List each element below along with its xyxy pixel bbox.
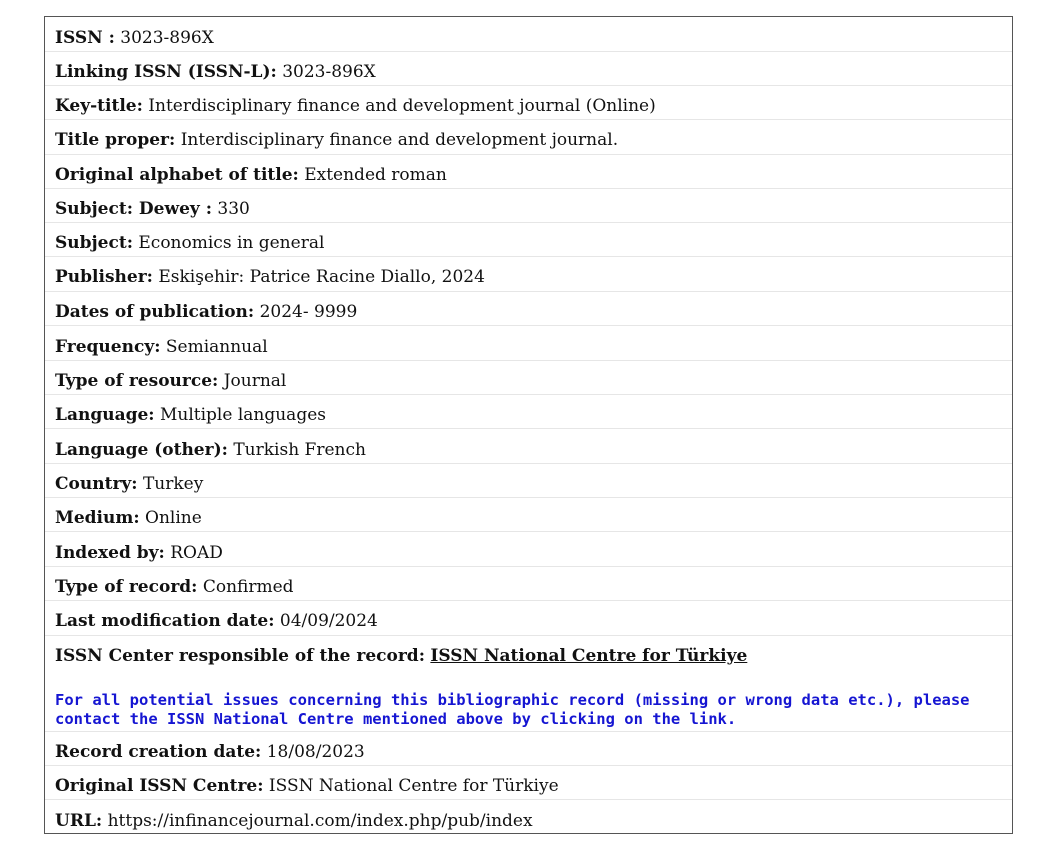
field-value: 2024- 9999 [259,302,358,322]
field-value: Journal [223,371,287,391]
field-value: Multiple languages [159,405,326,425]
field-issn [55,28,1002,48]
row-divider [45,394,1012,395]
field-label: Linking ISSN (ISSN-L): [55,62,277,82]
field-label: URL: [55,811,103,831]
field-language [55,405,1002,425]
issn-record-panel [44,16,1013,834]
field-label: Indexed by: [55,543,165,563]
row-divider [45,799,1012,800]
field-original-alphabet [55,165,1002,185]
row-divider [45,497,1012,498]
field-country [55,474,1002,494]
field-subject-dewey [55,199,1002,219]
field-language-other [55,440,1002,460]
field-value: Turkey [142,474,204,494]
field-url [55,811,1002,831]
row-divider [45,154,1012,155]
row-divider [45,428,1012,429]
issue-notice: For all potential issues concerning this bibliographic record (missing or wrong data etc.), please contact the ISSN National Centre mentioned above by clicking on the link. [55,691,970,728]
field-value: Interdisciplinary finance and development journal. [180,130,619,150]
row-divider [45,222,1012,223]
field-subject [55,233,1002,253]
field-value: ROAD [170,543,223,563]
field-type-of-record [55,577,1002,597]
field-record-creation-date [55,742,1002,762]
field-label: Type of resource: [55,371,219,391]
field-publisher [55,267,1002,287]
row-divider [45,360,1012,361]
row-divider [45,51,1012,52]
row-divider [45,256,1012,257]
field-medium [55,508,1002,528]
field-value: 18/08/2023 [266,742,365,762]
field-value: 04/09/2024 [279,611,378,631]
field-value: 3023-896X [120,28,214,48]
field-value: Interdisciplinary finance and development journal (Online) [148,96,656,116]
field-value: Online [145,508,202,528]
row-divider [45,291,1012,292]
field-value: Confirmed [202,577,294,597]
row-divider [45,325,1012,326]
field-linking-issn [55,62,1002,82]
field-label: Language: [55,405,155,425]
field-label: Subject: [55,233,133,253]
field-value: Eskişehir: Patrice Racine Diallo, 2024 [158,267,485,287]
field-key-title [55,96,1002,116]
field-label: Original alphabet of title: [55,165,299,185]
issn-center-link[interactable]: ISSN National Centre for Türkiye [430,646,748,666]
field-label: ISSN Center responsible of the record: [55,646,425,666]
row-divider [45,765,1012,766]
row-divider [45,635,1012,636]
row-divider [45,119,1012,120]
field-original-issn-centre [55,776,1002,796]
field-label: Key-title: [55,96,143,116]
field-frequency [55,337,1002,357]
row-divider [45,531,1012,532]
field-label: Last modification date: [55,611,275,631]
field-indexed-by [55,543,1002,563]
field-label: Dates of publication: [55,302,255,322]
field-value: Economics in general [138,233,325,253]
row-divider [45,600,1012,601]
field-label: Original ISSN Centre: [55,776,264,796]
row-divider [45,85,1012,86]
field-value: ISSN National Centre for Türkiye [268,776,559,796]
row-divider [45,463,1012,464]
field-value: Turkish French [233,440,366,460]
field-value: Extended roman [304,165,447,185]
field-value: 3023-896X [282,62,376,82]
field-value: Semiannual [165,337,268,357]
field-label: Language (other): [55,440,228,460]
field-label: Subject: Dewey : [55,199,212,219]
field-dates-of-publication [55,302,1002,322]
field-last-modification-date [55,611,1002,631]
row-divider [45,731,1012,732]
field-label: Frequency: [55,337,161,357]
row-divider [45,188,1012,189]
field-value: https://infinancejournal.com/index.php/pub/index [107,811,533,831]
field-type-of-resource [55,371,1002,391]
field-label: ISSN : [55,28,115,48]
field-label: Record creation date: [55,742,262,762]
field-issn-center [55,646,1002,666]
field-label: Type of record: [55,577,198,597]
field-value: 330 [217,199,250,219]
field-label: Country: [55,474,138,494]
field-label: Medium: [55,508,140,528]
field-title-proper [55,130,1002,150]
field-label: Title proper: [55,130,176,150]
row-divider [45,566,1012,567]
field-label: Publisher: [55,267,153,287]
